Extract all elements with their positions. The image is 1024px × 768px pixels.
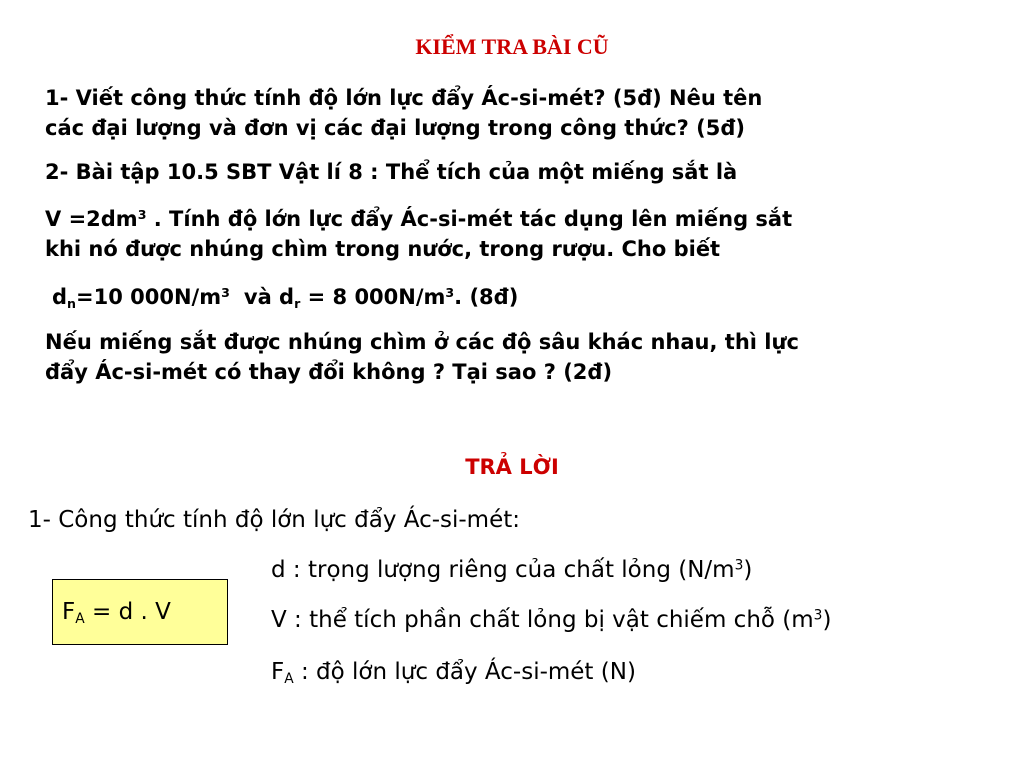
- alcohol-density-suffix: . (8đ): [454, 285, 519, 309]
- definition-d-text: d : trọng lượng riêng của chất lỏng (N/m: [271, 557, 735, 583]
- question-2-densities: [52, 282, 992, 312]
- definition-d: [271, 554, 752, 586]
- alcohol-density-value: = 8 000N/m: [300, 285, 446, 309]
- formula-force-subscript: A: [75, 611, 85, 628]
- formula-expression: = d . V: [84, 599, 171, 625]
- definition-d-exponent: 3: [734, 557, 744, 574]
- alcohol-density-subscript: r: [294, 295, 301, 311]
- volume-exponent: 3: [137, 207, 147, 223]
- question-3-line-2: đẩy Ác-si-mét có thay đổi không ? Tại sao ? (2đ): [45, 360, 613, 384]
- definition-fa-symbol: F: [271, 659, 285, 685]
- answer-intro: 1- Công thức tính độ lớn lực đẩy Ác-si-mét:: [28, 507, 521, 533]
- question-3-line-1: Nếu miếng sắt được nhúng chìm ở các độ sâu khác nhau, thì lực: [45, 330, 799, 354]
- definition-v-close: ): [822, 607, 832, 633]
- alcohol-density-exponent: 3: [445, 285, 455, 301]
- definition-fa: [271, 656, 636, 688]
- volume-rest: . Tính độ lớn lực đẩy Ác-si-mét tác dụng lên miếng sắt: [146, 207, 793, 231]
- definition-v-text: V : thể tích phần chất lỏng bị vật chiếm chỗ (m: [271, 607, 814, 633]
- slide-title: KIỂM TRA BÀI CŨ: [415, 34, 609, 59]
- water-density-symbol: d: [52, 285, 68, 309]
- definition-v-exponent: 3: [813, 607, 823, 624]
- question-2-line-2: [45, 204, 985, 234]
- question-1-line-1: 1- Viết công thức tính độ lớn lực đẩy Ác-si-mét? (5đ) Nêu tên: [45, 86, 763, 110]
- water-density-subscript: n: [67, 295, 77, 311]
- water-density-exponent: 3: [221, 285, 230, 301]
- formula-box: [52, 579, 228, 645]
- formula: [62, 596, 171, 628]
- question-2-line-1: 2- Bài tập 10.5 SBT Vật lí 8 : Thể tích của một miếng sắt là: [45, 160, 738, 184]
- answer-title: TRẢ LỜI: [465, 455, 559, 479]
- water-density-value: =10 000N/m: [76, 285, 222, 309]
- definition-fa-text: : độ lớn lực đẩy Ác-si-mét (N): [293, 659, 636, 685]
- definition-v: [271, 604, 831, 636]
- definition-d-close: ): [743, 557, 753, 583]
- question-2-line-3: khi nó được nhúng chìm trong nước, trong rượu. Cho biết: [45, 237, 721, 261]
- volume-prefix: V =2dm: [45, 207, 138, 231]
- alcohol-density-prefix: và d: [243, 285, 295, 309]
- question-1-line-2: các đại lượng và đơn vị các đại lượng trong công thức? (5đ): [45, 116, 746, 140]
- formula-force-symbol: F: [62, 599, 76, 625]
- definition-fa-subscript: A: [284, 671, 294, 688]
